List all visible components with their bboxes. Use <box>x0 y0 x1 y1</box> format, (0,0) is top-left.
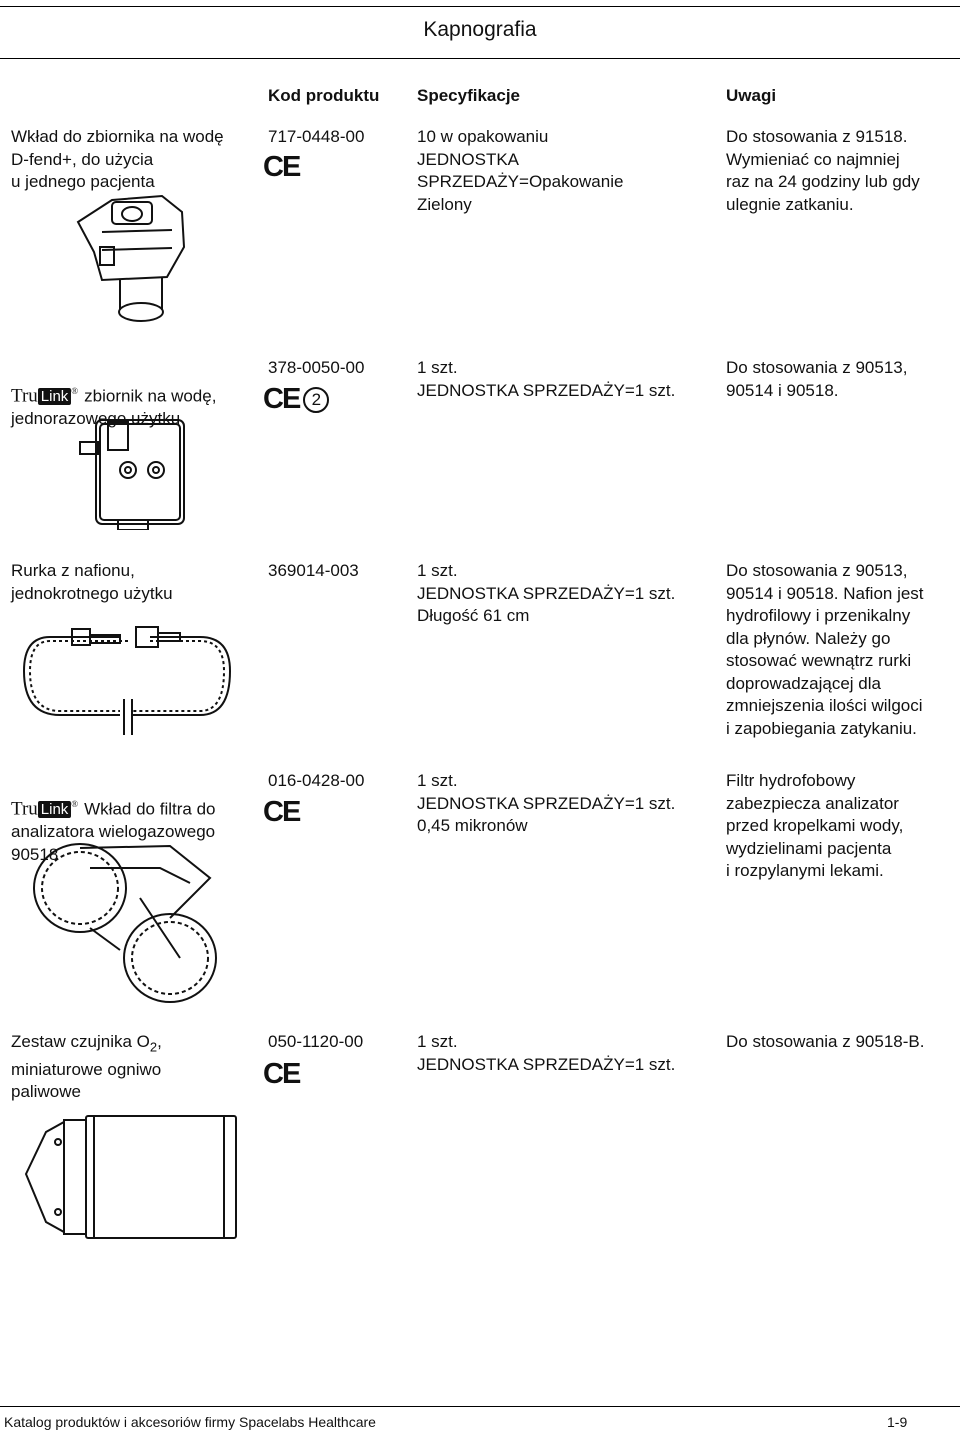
top-rule <box>0 6 960 7</box>
footer-catalog-title: Katalog produktów i akcesoriów firmy Spacelabs Healthcare <box>4 1414 376 1430</box>
column-header-code: Kod produktu <box>268 86 380 105</box>
product-spec: 1 szt. JEDNOSTKA SPRZEDAŻY=1 szt. 0,45 mikronów <box>417 771 676 835</box>
trulink-logo: Tru Link ® <box>11 797 79 819</box>
ce-mark-icon: CE 2 <box>263 385 329 414</box>
single-use-icon: 2 <box>303 387 329 413</box>
page-title: Kapnografia <box>423 18 537 41</box>
oxygen-sensor-illustration <box>24 1112 242 1242</box>
column-header-spec: Specyfikacje <box>417 86 521 105</box>
water-trap-illustration <box>78 412 190 530</box>
water-trap-cartridge-illustration <box>72 192 192 327</box>
product-notes: Do stosowania z 90518-B. <box>726 1032 925 1051</box>
product-name: Rurka z nafionu, jednokrotnego użytku <box>11 561 173 603</box>
footer-rule <box>0 1406 960 1407</box>
nafion-tubing-illustration <box>20 615 235 737</box>
ce-mark-icon: CE <box>263 1058 300 1090</box>
title-rule <box>0 58 960 59</box>
trulink-logo: Tru Link ® <box>11 384 79 406</box>
product-spec: 1 szt. JEDNOSTKA SPRZEDAŻY=1 szt. <box>417 358 676 400</box>
product-notes: Filtr hydrofobowy zabezpiecza analizator przed kropelkami wody, wydzielinami pacjenta i rozpylanymi lekami. <box>726 771 904 880</box>
filter-cartridge-illustration <box>20 828 220 1008</box>
product-notes: Do stosowania z 90513, 90514 i 90518. Nafion jest hydrofilowy i przenikalny dla płynów. Należy go stosować wewnątrz rurki doprowadzającej dla zmniejszenia ilości wilgoci i zapobiegania zatykaniu. <box>726 561 924 738</box>
product-notes: Do stosowania z 90513, 90514 i 90518. <box>726 358 908 400</box>
ce-mark-icon: CE <box>263 151 300 183</box>
product-name: Wkład do zbiornika na wodę D-fend+, do użycia u jednego pacjenta <box>11 127 224 191</box>
page-number: 1-9 <box>887 1414 908 1430</box>
product-code: 016-0428-00 <box>268 771 365 790</box>
product-name: Tru Link ® zbiornik na wodę, jednorazowego użytku <box>11 357 216 431</box>
product-code: 717-0448-00 <box>268 127 365 146</box>
product-spec: 10 w opakowaniu JEDNOSTKA SPRZEDAŻY=Opakowanie Zielony <box>417 127 624 214</box>
product-code: 378-0050-00 <box>268 358 365 377</box>
column-header-notes: Uwagi <box>726 86 777 105</box>
product-spec: 1 szt. JEDNOSTKA SPRZEDAŻY=1 szt. <box>417 1032 676 1074</box>
product-code: 369014-003 <box>268 561 359 580</box>
product-name: Tru Link ® Wkład do filtra do analizatora wielogazowego 90518 <box>11 770 215 866</box>
ce-mark-icon: CE <box>263 796 300 828</box>
product-code: 050-1120-00 <box>268 1032 364 1051</box>
product-spec: 1 szt. JEDNOSTKA SPRZEDAŻY=1 szt. Długość 61 cm <box>417 561 676 625</box>
product-notes: Do stosowania z 91518. Wymieniać co najmniej raz na 24 godziny lub gdy ulegnie zatkaniu. <box>726 127 920 214</box>
product-name: Zestaw czujnika $O_2$, miniaturowe ogniwo paliwowe <box>11 1032 162 1102</box>
